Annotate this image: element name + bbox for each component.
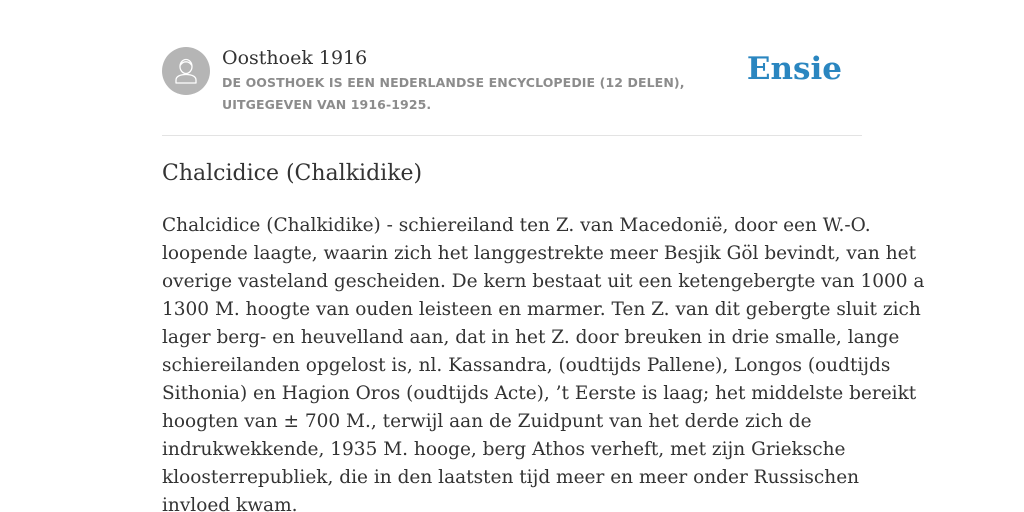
entry-body-line: Sithonia) en Hagion Oros (oudtijds Acte), ’t Eerste is laag; het middelste bereikt — [162, 383, 917, 404]
source-name[interactable]: Oosthoek 1916 — [222, 47, 368, 69]
entry-body-line: overige vasteland gescheiden. De kern bestaat uit een ketengebergte van 1000 a — [162, 271, 925, 292]
entry-body-line: invloed kwam. — [162, 495, 298, 512]
user-icon — [162, 47, 210, 95]
ensie-logo-link[interactable]: Ensie — [746, 51, 842, 87]
entry-body-line: kloosterrepubliek, die in den laatsten tijd meer en meer onder Russischen — [162, 467, 860, 488]
entry-body-line: lager berg- en heuvelland aan, dat in het Z. door breuken in drie smalle, lange — [162, 327, 900, 348]
source-header — [162, 46, 862, 116]
source-description: DE OOSTHOEK IS EEN NEDERLANDSE ENCYCLOPEDIE (12 DELEN), UITGEGEVEN VAN 1916-1925. — [222, 75, 685, 112]
source-avatar[interactable] — [162, 47, 210, 95]
header-divider — [162, 135, 862, 136]
entry-body-line: schiereilanden opgelost is, nl. Kassandra, (oudtijds Pallene), Longos (oudtijds — [162, 355, 891, 376]
entry-body-line: indrukwekkende, 1935 M. hooge, berg Athos verheft, met zijn Grieksche — [162, 439, 846, 460]
entry-body-line: hoogten van ± 700 M., terwijl aan de Zuidpunt van het derde zich de — [162, 411, 812, 432]
entry-body — [162, 212, 925, 512]
entry-title: Chalcidice (Chalkidike) — [162, 161, 423, 186]
entry-body-line: 1300 M. hoogte van ouden leisteen en marmer. Ten Z. van dit gebergte sluit zich — [162, 299, 921, 320]
entry-body-line: Chalcidice (Chalkidike) - schiereiland ten Z. van Macedonië, door een W.-O. — [162, 215, 871, 236]
entry-body-line: loopende laagte, waarin zich het langgestrekte meer Besjik Göl bevindt, van het — [162, 243, 917, 264]
